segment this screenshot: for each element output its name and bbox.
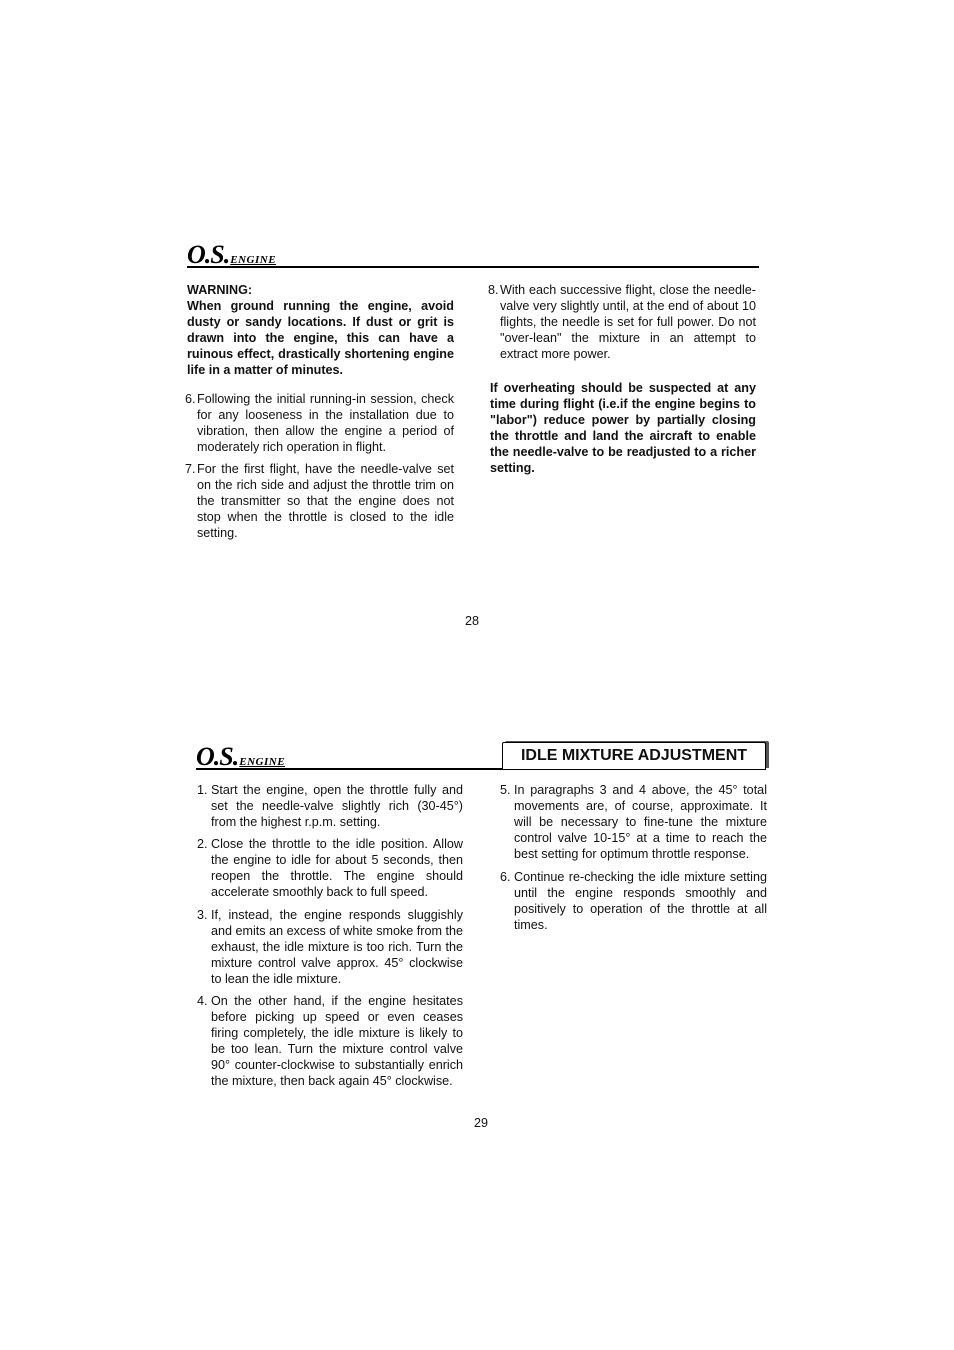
page-number: 28 xyxy=(465,614,480,628)
item-number: 8. xyxy=(488,283,499,297)
list-item xyxy=(197,907,463,987)
list-item xyxy=(500,869,767,933)
list-item xyxy=(187,391,454,455)
logo-main-text: O.S. xyxy=(196,742,239,771)
list-item xyxy=(187,461,454,541)
item-number: 3. xyxy=(197,908,208,922)
logo-main-text: O.S. xyxy=(187,240,230,269)
item-text: Following the initial running-in session, check for any looseness in the installation due to vibration, then allow the engine a period of moderately rich operation in flight. xyxy=(197,392,454,454)
os-engine-logo xyxy=(187,242,276,268)
page28-right-column xyxy=(490,282,756,476)
item-text: If, instead, the engine responds sluggishly and emits an excess of white smoke from the exhaust, the idle mixture is too rich. Turn the mixture control valve approx. 45° clockwise to lean the idle mixture. xyxy=(211,908,463,986)
item-text: With each successive flight, close the needle-valve very slightly until, at the end of about 10 flights, the needle is set for full power. Do not "over-lean" the mixture in an attempt to extract more power. xyxy=(500,283,756,361)
item-number: 6. xyxy=(500,870,511,884)
page29-left-column xyxy=(197,782,463,1089)
item-text: On the other hand, if the engine hesitates before picking up speed or even ceases firing completely, the idle mixture is likely to be too lean. Turn the mixture control valve 90° counter-clockwise to substantially enrich the mixture, then back again 45° clockwise. xyxy=(211,994,463,1088)
list-item xyxy=(197,782,463,830)
item-number: 7. xyxy=(185,462,196,476)
item-number: 1. xyxy=(197,783,208,797)
list-item xyxy=(197,836,463,900)
warning-body: When ground running the engine, avoid dusty or sandy locations. If dust or grit is drawn into the engine, this can have a ruinous effect, drastically shortening engine life in a matter of minutes. xyxy=(187,299,454,377)
item-text: In paragraphs 3 and 4 above, the 45° total movements are, of course, approximate. It will be necessary to fine-tune the mixture control valve 10-15° at a time to reach the best setting for optimum throttle response. xyxy=(514,783,767,861)
list-item xyxy=(197,993,463,1089)
header-rule xyxy=(187,266,759,268)
item-text: Start the engine, open the throttle fully and set the needle-valve slightly rich (30-45°) from the highest r.p.m. setting. xyxy=(211,783,463,829)
item-number: 4. xyxy=(197,994,208,1008)
overheat-note: If overheating should be suspected at any time during flight (i.e.if the engine begins to "labor") reduce power by partially closing the throttle and land the aircraft to enable the needle-valve to be readjusted to a richer setting. xyxy=(490,381,756,475)
item-number: 6. xyxy=(185,392,196,406)
item-text: Close the throttle to the idle position. Allow the engine to idle for about 5 seconds, then reopen the throttle. The engine should accelerate smoothly back to full speed. xyxy=(211,837,463,899)
item-number: 2. xyxy=(197,837,208,851)
page-number: 29 xyxy=(474,1116,489,1130)
item-number: 5. xyxy=(500,783,511,797)
item-text: Continue re-checking the idle mixture setting until the engine responds smoothly and positively to operation of the throttle at all times. xyxy=(514,870,767,932)
section-title-tab: IDLE MIXTURE ADJUSTMENT xyxy=(502,742,766,769)
logo-sub-text: ENGINE xyxy=(230,254,277,266)
page29-right-column xyxy=(500,782,767,933)
item-text: For the first flight, have the needle-valve set on the rich side and adjust the throttle trim on the transmitter so that the engine does not stop when the throttle is closed to the idle setting. xyxy=(197,462,454,540)
list-item xyxy=(500,782,767,862)
page28-left-column xyxy=(187,282,454,541)
list-item xyxy=(490,282,756,362)
logo-sub-text: ENGINE xyxy=(239,756,286,768)
warning-title: WARNING: xyxy=(187,283,253,297)
os-engine-logo xyxy=(196,744,285,770)
